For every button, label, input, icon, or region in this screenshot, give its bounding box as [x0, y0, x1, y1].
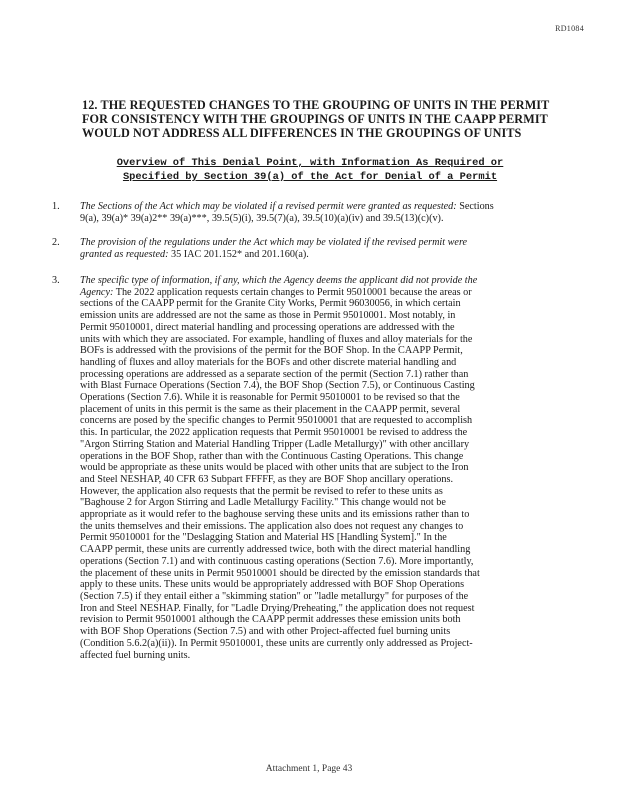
item-line: (Condition 5.6.2(a)(ii)). In Permit 95010001, these units are currently only addressed as Project- — [80, 637, 473, 649]
item-line: and Steel NESHAP, 40 CFR 63 Subpart FFFFF, as they are BOF Shop ancillary operations. — [80, 473, 454, 485]
item-text: Sections — [456, 201, 494, 212]
item-line: appropriate as it would refer to the baghouse serving these units and its emissions rather than to — [80, 509, 470, 521]
item-line: the units themselves and their emissions. The application also does not request any changes to — [80, 520, 464, 532]
list-item-2 — [52, 237, 562, 260]
item-line: placement of units in this permit is the same as their placement in the CAAPP permit, several — [80, 403, 461, 415]
item-line: would be appropriate as these units would be placed with other units that are subject to the Iron — [80, 462, 469, 474]
item-line: emission units are addressed are not the same as those in Permit 95010001. Most notably, in — [80, 310, 456, 322]
item-line: apply to these units. These units would be appropriately addressed with BOF Shop Operations — [80, 579, 465, 591]
item-line — [80, 249, 562, 261]
page-id: RD1084 — [555, 24, 584, 33]
item-line: handling of fluxes and alloy materials for the BOFs and other discrete material handling and — [80, 356, 457, 368]
item-line — [80, 201, 562, 213]
item-text: 35 IAC 201.152* and 201.160(a). — [168, 248, 309, 260]
heading-line: 12. THE REQUESTED CHANGES TO THE GROUPING OF UNITS IN THE PERMIT — [82, 98, 550, 112]
item-number: 1. — [52, 201, 60, 212]
item-line: "Argon Stirring Station and Material Handling Tripper (Ladle Metallurgy)" with other ancillary — [80, 438, 470, 450]
item-line: "Baghouse 2 for Argon Stirring and Ladle Metallurgy Facility." This change would not be — [80, 497, 446, 509]
section-heading — [82, 98, 552, 140]
item-italic-lead: Agency: — [80, 286, 114, 298]
item-line: Permit 95010001, direct material handling and processing operations are addressed with the — [80, 321, 455, 333]
item-line: with BOF Shop Operations (Section 7.5) and with other Project-affected fuel burning units — [80, 626, 451, 638]
overview-subheading — [60, 156, 560, 184]
list-item-3 — [52, 275, 562, 661]
item-line: the placement of these units in Permit 95010001 should be directed by the emission standards that — [80, 567, 480, 579]
item-line: revision to Permit 95010001 although the CAAPP permit addresses these emission units both — [80, 614, 461, 626]
item-line: BOFs is addressed with the provisions of the permit for the BOF Shop. In the CAAPP Permit, — [80, 345, 463, 357]
item-line: this. In particular, the 2022 application requests that Permit 95010001 be revised to address the — [80, 427, 468, 439]
item-number: 2. — [52, 237, 60, 248]
item-line: units with which they are associated. For example, handling of fluxes and alloy materials for the — [80, 333, 473, 345]
heading-line: WOULD NOT ADDRESS ALL DIFFERENCES IN THE GROUPINGS OF UNITS — [82, 126, 522, 140]
item-line: operations in the BOF Shop, rather than with the Continuous Casting Operations. This change — [80, 450, 464, 462]
list-item-1 — [52, 201, 562, 224]
item-line: However, the application also requests that the permit be revised to refer to these units as — [80, 485, 443, 497]
item-line: sections of the CAAPP permit for the Granite City Works, Permit 96030056, in which certain — [80, 298, 461, 310]
item-italic-lead: The Sections of the Act which may be violated if a revised permit were granted as requested: — [80, 201, 457, 212]
item-line: operations (Section 7.1) and with continuous casting operations (Section 7.6). More importantly, — [80, 555, 474, 567]
item-line: 9(a), 39(a)* 39(a)2** 39(a)***, 39.5(5)(i), 39.5(7)(a), 39.5(10)(a)(iv) and 39.5(13)(c)(v). — [80, 212, 444, 224]
page-footer: Attachment 1, Page 43 — [265, 764, 353, 774]
item-line: Iron and Steel NESHAP. Finally, for "Ladle Drying/Preheating," the application does not request — [80, 602, 475, 614]
subheading-line: Overview of This Denial Point, with Information As Required or — [116, 157, 504, 169]
item-line — [80, 287, 562, 299]
item-line: Permit 95010001 for the "Deslagging Station and Material HS [Handling System]." In the — [80, 532, 447, 544]
item-line: Operations (Section 7.6). While it is reasonable for Permit 95010001 to be revised so that the — [80, 392, 460, 404]
heading-line: FOR CONSISTENCY WITH THE GROUPINGS OF UNITS IN THE CAAPP PERMIT — [82, 112, 548, 126]
item-line: (Section 7.5) if they entail either a "skimming station" or "ladle metallurgy" for purposes of the — [80, 590, 469, 602]
item-italic-line: The specific type of information, if any, which the Agency deems the applicant did not provide the — [80, 275, 478, 286]
item-number: 3. — [52, 275, 60, 286]
item-line: concerns are posed by the specific changes to Permit 95010001 that are requested to accomplish — [80, 415, 473, 427]
item-text: The 2022 application requests certain changes to Permit 95010001 because the areas or — [113, 286, 472, 298]
item-line: with Blast Furnace Operations (Section 7.4), the BOF Shop (Section 7.5), or Continuous Casting — [80, 380, 475, 392]
item-line: CAAPP permit, these units are currently addressed twice, both with the direct material handling — [80, 544, 471, 556]
item-line: processing operations are addressed as a separate section of the permit (Section 7.1) rather than — [80, 368, 469, 380]
subheading-line: Specified by Section 39(a) of the Act for Denial of a Permit — [122, 171, 498, 183]
item-line: affected fuel burning units. — [80, 649, 191, 661]
item-italic-lead: granted as requested: — [80, 248, 169, 260]
item-italic-line: The provision of the regulations under the Act which may be violated if the revised permit were — [80, 237, 468, 248]
